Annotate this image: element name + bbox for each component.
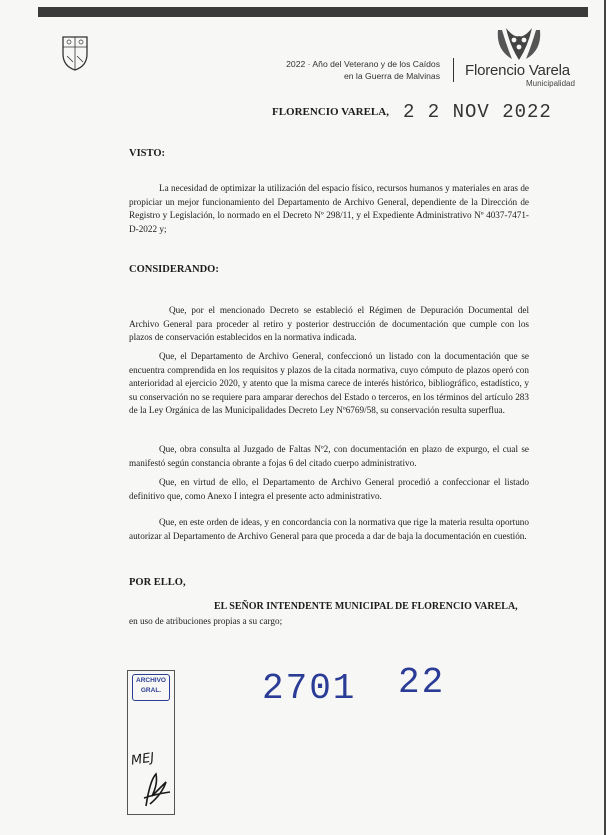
considerando-paragraph-4: Que, en virtud de ello, el Departamento de Archivo General procedió a confeccionar el listado definitivo que, como Anexo I integra el presente acto administrativo. xyxy=(129,477,529,501)
signature-mark xyxy=(140,770,172,808)
stamp-line-2: GRAL. xyxy=(140,687,162,694)
considerando-paragraph-2: Que, el Departamento de Archivo General, confeccionó un listado con la documentación que se encuentra comprendida en los requisitos y plazos de la citada normativa, cuyo cómputo de plazos operó con anterioridad al ejercicio 2020, y atento que la misma carece de interés histórico, bibliográfico, estadístico, y su conservación no se requiere para amparar derechos del Estado o terceros, en los términos del artículo 283 de la Ley Orgánica de las Municipalidades Decreto Ley Nº6769/58, su conservación resulta superflua. xyxy=(129,351,529,415)
attributions-line: en uso de atribuciones propias a su cargo; xyxy=(129,616,283,626)
header-motto-line2: en la Guerra de Malvinas xyxy=(343,71,440,81)
considerando-paragraph-5: Que, en este orden de ideas, y en concordancia con la normativa que rige la materia resulta oportuno autorizar al Departamento de Archivo General para que proceda a dar de baja la documentación en cuestión. xyxy=(129,517,529,541)
header-motto-line1: 2022 · Año del Veterano y de los Caídos xyxy=(286,59,440,69)
brand-subtitle: Municipalidad xyxy=(526,79,575,88)
header-divider xyxy=(453,58,454,82)
considerando-heading: CONSIDERANDO: xyxy=(129,264,219,275)
brand-name: Florencio Varela xyxy=(465,62,570,79)
stamp-line-1: ARCHIVO xyxy=(136,677,166,684)
date-stamp: 2 2 NOV 2022 xyxy=(403,101,552,123)
considerando-paragraph-3: Que, obra consulta al Juzgado de Faltas Nº2, con documentación en plazo de expurgo, el cual se manifestó según constancia obrante a fojas 6 del citado cuerpo administrativo. xyxy=(129,444,529,468)
archive-stamp xyxy=(132,674,170,701)
por-ello-heading: POR ELLO, xyxy=(129,577,186,588)
scan-top-border xyxy=(38,7,588,17)
city-label: FLORENCIO VARELA, xyxy=(272,106,389,118)
shield-crest-icon xyxy=(60,34,90,72)
leaf-crest-icon xyxy=(492,26,546,62)
considerando-paragraph-1: Que, por el mencionado Decreto se estableció el Régimen de Depuración Documental del Archivo General para proceder al retiro y posterior destrucción de documentación que cumple con los plazos de conservación establecidos en la normativa indicada. xyxy=(129,305,529,342)
visto-heading: VISTO: xyxy=(129,148,165,159)
visto-paragraph: La necesidad de optimizar la utilización del espacio físico, recursos humanos y materiales en aras de propiciar un mejor funcionamiento del Departamento de Archivo General, dependiente de la Dirección de Registro y Legislación, lo normado en el Decreto Nº 298/11, y el Expediente Administrativo Nº 4037-7471-D-2022 y; xyxy=(129,183,529,234)
decree-year: 22 xyxy=(398,662,446,703)
decree-number: 2701 xyxy=(262,668,357,709)
intendente-line: EL SEÑOR INTENDENTE MUNICIPAL DE FLORENCIO VARELA, xyxy=(214,601,518,612)
handwritten-initials: MEJ xyxy=(130,750,156,769)
